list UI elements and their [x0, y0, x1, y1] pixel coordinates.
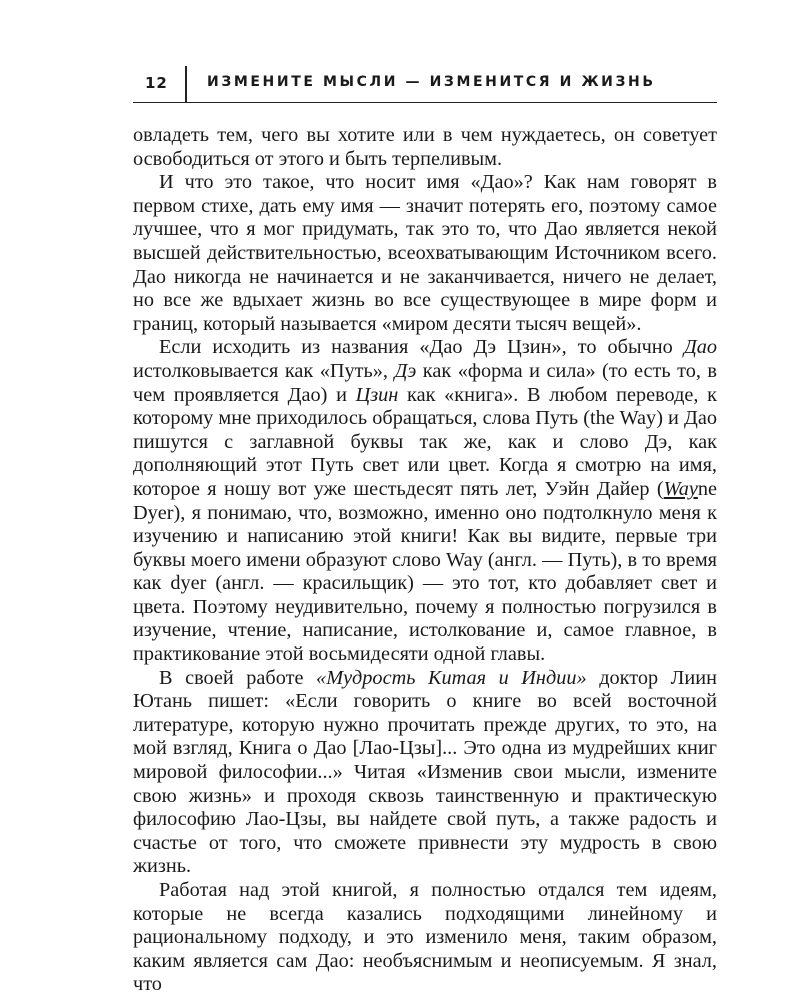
paragraph-4 [133, 667, 717, 879]
paragraph-1: овладеть тем, чего вы хотите или в чем нуждаетесь, он советует освободиться от этого и быть терпеливым. [133, 124, 717, 170]
paragraph-3 [133, 336, 717, 666]
book-title: «Мудрость Китая и Индии» [316, 666, 587, 689]
paragraph-3-text: ne Dyer), я понимаю, что, возможно, именно оно подтолкнуло меня к изучению и написанию этой книги! Как вы видите, первые три буквы моего имени образуют слово Way (англ. — Путь), в то время как dyer (англ. — красильщик) — это тот, кто добавляет свет и цвета. Поэтому неудивительно, почему я полностью погрузился в изучение, чтение, написание, истолкование и, самое главное, в практикование этой восьмидесяти одной главы. [133, 477, 717, 666]
page-number: 12 [145, 74, 168, 92]
paragraph-3-text: Если исходить из названия «Дао Дэ Цзин», то обычно [159, 336, 684, 359]
paragraph-2: И что это такое, что носит имя «Дао»? Как нам говорят в первом стихе, дать ему имя — значит потерять его, поэтому самое лучшее, что я мог придумать, так это то, что Дао является некой высшей действительностью, всеохватывающим Источником всего. Дао никогда не начинается и не заканчивается, ничего не делает, но все же вдыхает жизнь во все существующее в мире форм и границ, который называется «миром десяти тысяч вещей». [133, 171, 717, 335]
paragraph-4-text: доктор Лиин Ютань пишет: «Если говорить о книге во всей восточной литературе, которую нужно прочитать прежде других, то это, на мой взгляд, Книга о Дао [Лао-Цзы]... Это одна из мудрейших книг мировой философии...» Читая «Изменив свои мысли, измените свою жизнь» и проходя сквозь таинственную и практическую философию Лао-Цзы, вы найдете свой путь, а также радость и счастье от того, что сможете привнести эту мудрость в свою жизнь. [133, 666, 717, 878]
term-tszin: Цзин [355, 383, 399, 406]
term-de: Дэ [394, 359, 417, 382]
paragraph-3-text: как «книга». В любом переводе, к которому мне приходилось обращаться, слова Путь (the Way) и Дао пишутся с заглавной буквы так же, как и слово Дэ, как дополняющий этот Путь свет или цвет. Когда я смотрю на имя, которое я ношу вот уже шестьдесят пять лет, Уэйн Дайер ( [133, 383, 718, 500]
running-title: ИЗМЕНИТЕ МЫСЛИ — ИЗМЕНИТСЯ И ЖИЗНЬ [207, 74, 656, 90]
running-header [133, 66, 717, 103]
header-divider [185, 66, 187, 102]
paragraph-4-text: В своей работе [159, 666, 317, 689]
paragraph-3-text: как «форма и сила» (то есть то, в чем проявляется Дао) и [133, 359, 717, 406]
underlined-way: Way [663, 477, 698, 500]
paragraph-3-text: истолковывается как «Путь», [133, 359, 395, 382]
page-body [133, 124, 717, 997]
paragraph-5: Работая над этой книгой, я полностью отдался тем идеям, которые не всегда казались подходящими линейному и рациональному подходу, и это изменило меня, таким образом, каким является сам Дао: необъяснимым и неописуемым. Я знал, что [133, 879, 717, 996]
term-dao: Дао [683, 336, 717, 359]
